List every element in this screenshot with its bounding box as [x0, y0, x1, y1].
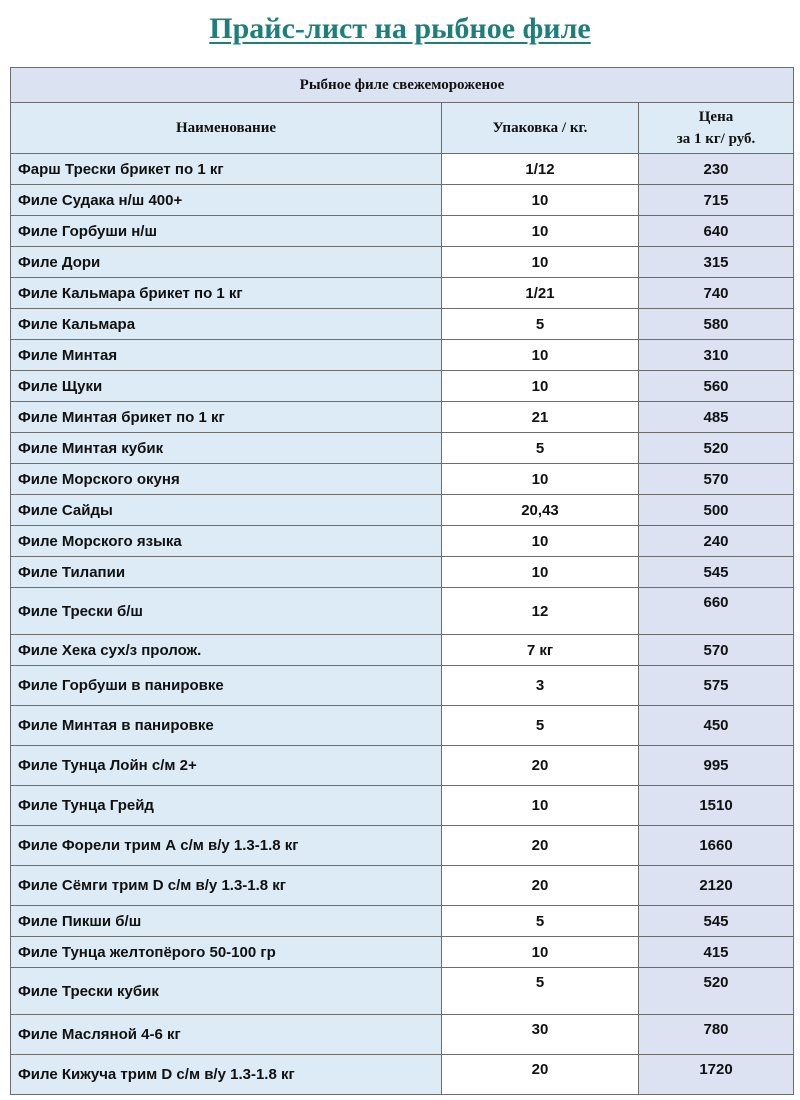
price-cell: 780	[639, 1015, 794, 1055]
price-cell: 570	[639, 464, 794, 495]
product-name-cell: Филе Горбуши в панировке	[11, 666, 442, 706]
pack-size-cell: 5	[442, 309, 639, 340]
price-cell: 1660	[639, 826, 794, 866]
product-name-cell: Филе Морского окуня	[11, 464, 442, 495]
pack-size-cell: 5	[442, 433, 639, 464]
pack-size-cell: 3	[442, 666, 639, 706]
pack-size-cell: 5	[442, 706, 639, 746]
table-row	[11, 1015, 794, 1055]
table-row	[11, 746, 794, 786]
product-name-cell: Филе Форели трим А с/м в/у 1.3-1.8 кг	[11, 826, 442, 866]
pack-size-cell: 30	[442, 1015, 639, 1055]
product-name-cell: Филе Пикши б/ш	[11, 906, 442, 937]
pack-size-cell: 20	[442, 746, 639, 786]
product-name-cell: Филе Тилапии	[11, 557, 442, 588]
price-cell: 240	[639, 526, 794, 557]
price-cell: 570	[639, 635, 794, 666]
price-cell: 545	[639, 557, 794, 588]
pack-size-cell: 20,43	[442, 495, 639, 526]
product-name-cell: Филе Кижуча трим D с/м в/у 1.3-1.8 кг	[11, 1055, 442, 1095]
pack-size-cell: 10	[442, 464, 639, 495]
pack-size-cell: 7 кг	[442, 635, 639, 666]
price-cell: 640	[639, 216, 794, 247]
table-row	[11, 464, 794, 495]
table-row	[11, 433, 794, 464]
product-name-cell: Филе Горбуши н/ш	[11, 216, 442, 247]
product-name-cell: Филе Масляной 4-6 кг	[11, 1015, 442, 1055]
price-cell: 560	[639, 371, 794, 402]
price-cell: 310	[639, 340, 794, 371]
table-row	[11, 495, 794, 526]
section-title-row	[11, 68, 794, 103]
pack-size-cell: 21	[442, 402, 639, 433]
table-row	[11, 866, 794, 906]
price-cell: 450	[639, 706, 794, 746]
table-row	[11, 526, 794, 557]
column-header-name: Наименование	[11, 103, 442, 154]
product-name-cell: Филе Кальмара брикет по 1 кг	[11, 278, 442, 309]
table-row	[11, 371, 794, 402]
product-name-cell: Филе Щуки	[11, 371, 442, 402]
price-cell: 415	[639, 937, 794, 968]
pack-size-cell: 10	[442, 247, 639, 278]
table-row	[11, 185, 794, 216]
product-name-cell: Филе Морского языка	[11, 526, 442, 557]
table-row	[11, 588, 794, 635]
product-name-cell: Филе Трески б/ш	[11, 588, 442, 635]
pack-size-cell: 10	[442, 937, 639, 968]
price-cell: 715	[639, 185, 794, 216]
product-name-cell: Филе Тунца желтопёрого 50-100 гр	[11, 937, 442, 968]
column-header-price	[639, 103, 794, 154]
table-row	[11, 706, 794, 746]
table-row	[11, 309, 794, 340]
page-title: Прайс-лист на рыбное филе	[209, 12, 591, 45]
pack-size-cell: 5	[442, 906, 639, 937]
column-header-row	[11, 103, 794, 154]
price-cell: 575	[639, 666, 794, 706]
table-row	[11, 247, 794, 278]
table-row	[11, 666, 794, 706]
price-cell: 995	[639, 746, 794, 786]
price-cell: 580	[639, 309, 794, 340]
product-name-cell: Филе Кальмара	[11, 309, 442, 340]
table-row	[11, 402, 794, 433]
price-cell: 500	[639, 495, 794, 526]
pack-size-cell: 10	[442, 216, 639, 247]
product-name-cell: Филе Сёмги трим D с/м в/у 1.3-1.8 кг	[11, 866, 442, 906]
pack-size-cell: 10	[442, 185, 639, 216]
price-cell: 520	[639, 433, 794, 464]
price-table-body	[11, 154, 794, 1095]
column-header-pack: Упаковка / кг.	[442, 103, 639, 154]
section-title: Рыбное филе свежемороженое	[11, 68, 794, 103]
price-cell: 520	[639, 968, 794, 1015]
pack-size-cell: 20	[442, 826, 639, 866]
price-cell: 660	[639, 588, 794, 635]
pack-size-cell: 5	[442, 968, 639, 1015]
product-name-cell: Филе Минтая кубик	[11, 433, 442, 464]
table-row	[11, 635, 794, 666]
table-row	[11, 968, 794, 1015]
column-header-price-line2: за 1 кг/ руб.	[676, 131, 756, 147]
table-row	[11, 557, 794, 588]
table-row	[11, 340, 794, 371]
price-cell: 1510	[639, 786, 794, 826]
pack-size-cell: 10	[442, 526, 639, 557]
product-name-cell: Филе Дори	[11, 247, 442, 278]
table-row	[11, 786, 794, 826]
table-row	[11, 937, 794, 968]
table-row	[11, 278, 794, 309]
product-name-cell: Филе Трески кубик	[11, 968, 442, 1015]
table-row	[11, 216, 794, 247]
product-name-cell: Филе Минтая	[11, 340, 442, 371]
product-name-cell: Филе Тунца Лойн с/м 2+	[11, 746, 442, 786]
product-name-cell: Филе Хека сух/з пролож.	[11, 635, 442, 666]
price-table	[10, 67, 794, 1095]
product-name-cell: Филе Судака н/ш 400+	[11, 185, 442, 216]
price-cell: 2120	[639, 866, 794, 906]
price-cell: 1720	[639, 1055, 794, 1095]
table-row	[11, 826, 794, 866]
pack-size-cell: 10	[442, 557, 639, 588]
product-name-cell: Филе Тунца Грейд	[11, 786, 442, 826]
product-name-cell: Филе Сайды	[11, 495, 442, 526]
table-row	[11, 154, 794, 185]
column-header-price-line1: Цена	[698, 109, 734, 125]
product-name-cell: Филе Минтая в панировке	[11, 706, 442, 746]
price-cell: 230	[639, 154, 794, 185]
pack-size-cell: 12	[442, 588, 639, 635]
table-row	[11, 906, 794, 937]
price-cell: 315	[639, 247, 794, 278]
pack-size-cell: 10	[442, 786, 639, 826]
table-row	[11, 1055, 794, 1095]
product-name-cell: Фарш Трески брикет по 1 кг	[11, 154, 442, 185]
pack-size-cell: 1/21	[442, 278, 639, 309]
pack-size-cell: 10	[442, 371, 639, 402]
price-cell: 545	[639, 906, 794, 937]
pack-size-cell: 10	[442, 340, 639, 371]
product-name-cell: Филе Минтая брикет по 1 кг	[11, 402, 442, 433]
price-cell: 485	[639, 402, 794, 433]
pack-size-cell: 20	[442, 1055, 639, 1095]
price-cell: 740	[639, 278, 794, 309]
pack-size-cell: 20	[442, 866, 639, 906]
pack-size-cell: 1/12	[442, 154, 639, 185]
